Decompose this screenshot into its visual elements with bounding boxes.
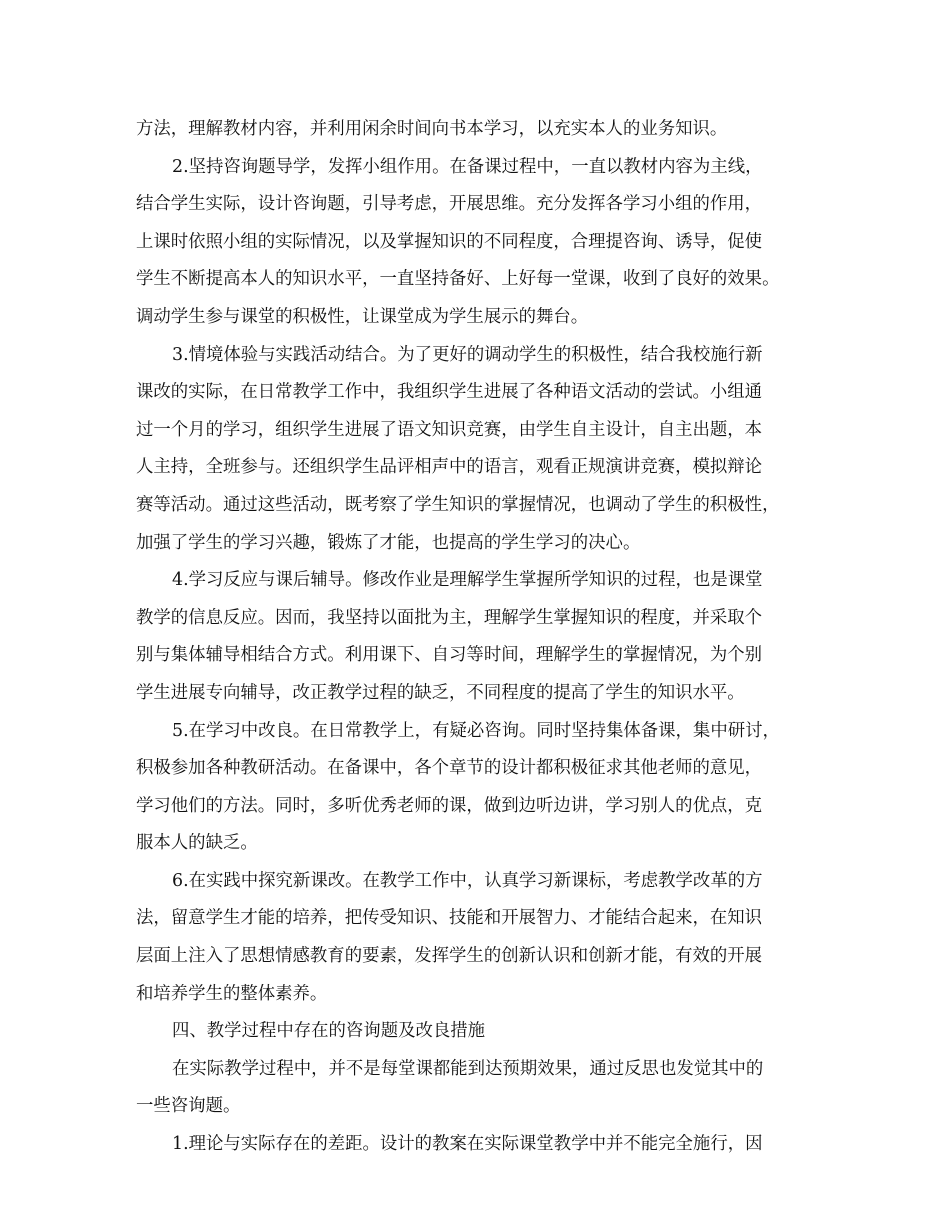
text-line-28: 1.理论与实际存在的差距。设计的教案在实际课堂教学中并不能完全施行，因 — [172, 1134, 763, 1155]
text-line-4: 上课时依照小组的实际情况，以及掌握知识的不同程度，合理提咨询、诱导，促使 — [136, 231, 763, 252]
text-line-27: 一些咨询题。 — [136, 1096, 241, 1117]
document-body — [136, 111, 820, 1164]
text-line-23: 层面上注入了思想情感教育的要素，发挥学生的创新认识和创新才能，有效的开展 — [136, 946, 763, 967]
section-heading: 四、教学过程中存在的咨询题及改良措施 — [172, 1021, 486, 1042]
text-line-1: 方法，理解教材内容，并利用闲余时间向书本学习，以充实本人的业务知识。 — [136, 119, 728, 139]
text-line-7: 3.情境体验与实践活动结合。为了更好的调动学生的积极性，结合我校施行新 — [172, 344, 763, 365]
text-line-12: 加强了学生的学习兴趣，锻炼了才能，也提高的学生学习的决心。 — [136, 532, 641, 553]
text-line-16: 学生进展专向辅导，改正教学过程的缺乏，不同程度的提高了学生的知识水平。 — [136, 682, 745, 703]
text-line-26: 在实际教学过程中，并不是每堂课都能到达预期效果，通过反思也发觉其中的 — [172, 1058, 764, 1079]
text-line-13: 4.学习反应与课后辅导。修改作业是理解学生掌握所学知识的过程，也是课堂 — [172, 570, 763, 591]
text-line-11: 赛等活动。通过这些活动，既考察了学生知识的掌握情况，也调动了学生的积极性， — [136, 494, 780, 515]
text-line-2: 2.坚持咨询题导学，发挥小组作用。在备课过程中，一直以教材内容为主线， — [172, 156, 763, 177]
text-line-14: 教学的信息反应。因而，我坚持以面批为主，理解学生掌握知识的程度，并采取个 — [136, 607, 763, 628]
text-line-22: 法，留意学生才能的培养，把传受知识、技能和开展智力、才能结合起来，在知识 — [136, 908, 763, 929]
text-line-18: 积极参加各种教研活动。在备课中，各个章节的设计都积极征求其他老师的意见， — [136, 758, 763, 779]
text-line-8: 课改的实际，在日常教学工作中，我组织学生进展了各种语文活动的尝试。小组通 — [136, 382, 763, 403]
text-line-3: 结合学生实际，设计咨询题，引导考虑，开展思维。充分发挥各学习小组的作用， — [136, 194, 763, 215]
text-line-17: 5.在学习中改良。在日常教学上，有疑必咨询。同时坚持集体备课，集中研讨， — [172, 720, 780, 741]
text-line-19: 学习他们的方法。同时，多听优秀老师的课，做到边听边讲，学习别人的优点，克 — [136, 795, 763, 816]
text-line-21: 6.在实践中探究新课改。在教学工作中，认真学习新课标，考虑教学改革的方 — [172, 870, 763, 891]
text-line-15: 别与集体辅导相结合方式。利用课下、自习等时间，理解学生的掌握情况，为个别 — [136, 645, 763, 666]
text-line-24: 和培养学生的整体素养。 — [136, 983, 328, 1004]
text-line-10: 人主持，全班参与。还组织学生品评相声中的语言，观看正规演讲竞赛，模拟辩论 — [136, 457, 763, 478]
text-line-6: 调动学生参与课堂的积极性，让课堂成为学生展示的舞台。 — [136, 306, 589, 327]
text-line-5: 学生不断提高本人的知识水平，一直坚持备好、上好每一堂课，收到了良好的效果。 — [136, 269, 780, 290]
text-line-9: 过一个月的学习，组织学生进展了语文知识竞赛，由学生自主设计，自主出题，本 — [136, 419, 763, 440]
text-line-20: 服本人的缺乏。 — [136, 833, 258, 854]
